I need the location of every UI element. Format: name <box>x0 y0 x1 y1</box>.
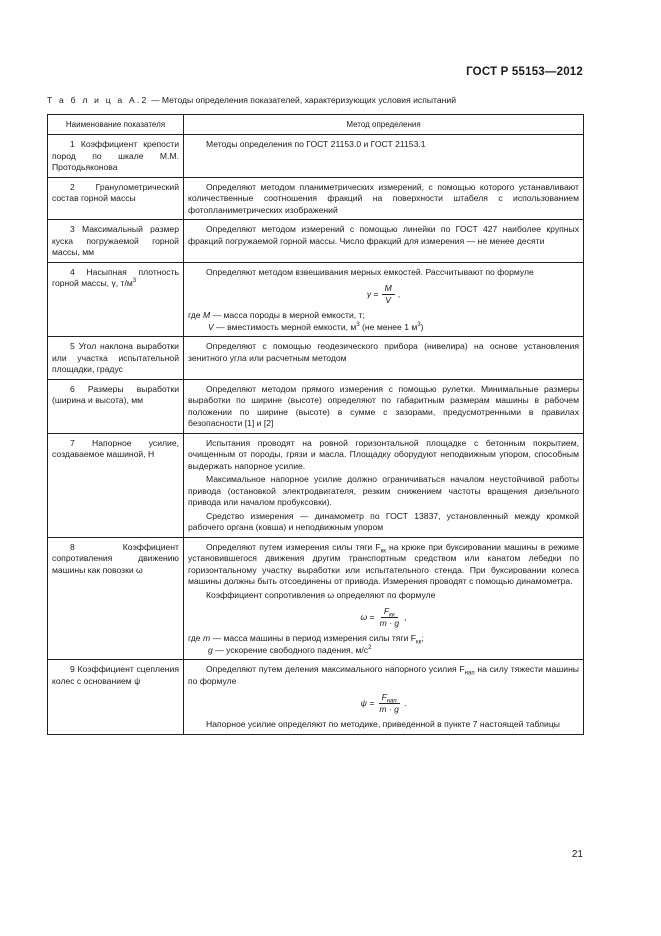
table-caption <box>47 95 456 105</box>
formula-legend: V — вместимость мерной емкости, $м^3$ (не менее 1 $м^3$) <box>208 321 424 332</box>
indicator-name: 2 Гранулометрический состав горной массы <box>48 177 184 220</box>
method-text: Методы определения по ГОСТ 21153.0 и ГОСТ 21153.1 <box>206 139 426 149</box>
method-text: Коэффициент сопротивления ω определяют по формуле <box>206 589 436 600</box>
indicator-name: 6 Размеры выработки (ширина и высота), мм <box>48 379 184 433</box>
method-cell <box>184 379 584 433</box>
method-text: Определяют методом взвешивания мерных емкостей. Рассчитывают по формуле <box>206 266 534 277</box>
method-text: Определяют с помощью геодезического прибора (нивелира) на основе установления зенитного угла или расчетным методом <box>188 341 579 363</box>
table-row <box>48 537 584 660</box>
table-caption-prefix: Т а б л и ц а А.2 <box>47 95 149 105</box>
column-header-method: Метод определения <box>184 115 584 135</box>
indicator-name: 3 Максимальный размер куска погружаемой горной массы, мм <box>48 220 184 263</box>
table-header-row <box>48 115 584 135</box>
adhesion-formula: ψ = $\frac{F_{нап}}{m \cdot g}$ . <box>360 692 407 714</box>
method-text: Испытания проводят на ровной горизонтальной площадке с бетонным покрытием, очищенным от породы, грязи и масла. Площадку оборудуют неподвижным упором, способным выдержать напорное усилие. <box>188 437 579 471</box>
method-text: Средство измерения — динамометр по ГОСТ 13837, установленный между кромкой рабочего органа (ковша) и неподвижным упором <box>188 510 579 532</box>
formula-legend: где M — масса породы в мерной емкости, т; <box>188 310 365 320</box>
page-number: 21 <box>571 849 583 860</box>
table-row <box>48 337 584 380</box>
indicator-name: 1 Коэффициент крепости пород по шкале М.М. Протодьяконова <box>48 135 184 178</box>
indicator-name: 4 Насыпная плотность горной массы, γ, $т/м^3$ <box>48 262 184 337</box>
method-cell <box>184 660 584 735</box>
table-row <box>48 220 584 263</box>
indicator-name: 8 Коэффициент сопротивления движению машины как повозки ω <box>48 537 184 660</box>
method-text: Максимальное напорное усилие должно ограничиваться началом неустойчивой работы привода (остановкой электродвигателя, резким снижением частоты вращения дизельного привода или началом пробуксовки). <box>188 474 579 507</box>
column-header-indicator: Наименование показателя <box>48 115 184 135</box>
method-text: Определяют методом прямого измерения с помощью рулетки. Минимальные размеры выработки по ширине (высоте) определяют по габаритным размерам машины в рабочем положении по ширине (высоте) в сумме с зазорами, предусмотренными в правилах безопасности [1] и [2] <box>188 383 579 428</box>
resistance-formula: ω = $\frac{F_{кк}}{m \cdot g}$ , <box>360 606 407 628</box>
indicator-name: 7 Напорное усилие, создаваемое машиной, Н <box>48 433 184 537</box>
method-cell <box>184 177 584 220</box>
method-text: Определяют путем измерения силы тяги $F_{кк}$ на крюке при буксировании машины в режиме установившегося движения другим транспортным средством или канатом лебедки по горизонтальному участку выработки или испытательного стенда. При буксировании колеса машины должны быть отсоединены от привода. Измерения проводят с помощью динамометра. <box>188 541 579 586</box>
table-row <box>48 660 584 735</box>
method-cell <box>184 537 584 660</box>
formula-legend: где m — масса машины в период измерения силы тяги $F_{кк}$; <box>188 633 424 646</box>
table-row <box>48 379 584 433</box>
method-text: Напорное усилие определяют по методике, приведенной в пункте 7 настоящей таблицы <box>206 719 560 729</box>
table-row <box>48 433 584 537</box>
formula-legend: g — ускорение свободного падения, $м/с^2$ <box>208 644 372 655</box>
method-text: Определяют методом измерений с помощью линейки по ГОСТ 427 наиболее крупных фракций погружаемой горной массы. Число фракций для измерения — не менее десяти <box>188 224 579 246</box>
method-cell <box>184 135 584 178</box>
method-text: Определяют методом планиметрических измерений, с помощью которого устанавливают количественные соотношения фракций на поверхности штабеля с использованием фотопланиметрических изображений <box>188 181 579 215</box>
method-cell <box>184 337 584 380</box>
method-cell <box>184 220 584 263</box>
table-caption-text: — Методы определения показателей, характеризующих условия испытаний <box>148 95 457 105</box>
methods-table <box>47 114 584 735</box>
table-row <box>48 135 584 178</box>
density-formula: γ = $\frac{M}{V}$ , <box>366 283 401 305</box>
indicator-name: 9 Коэффициент сцепления колес с основанием ψ <box>48 660 184 735</box>
method-text: Определяют путем деления максимального напорного усилия $F_{нап}$ на силу тяжести машины по формуле <box>188 664 579 686</box>
document-code: ГОСТ Р 55153—2012 <box>466 66 583 78</box>
indicator-name: 5 Угол наклона выработки или участка испытательной площадки, градус <box>48 337 184 380</box>
method-cell <box>184 433 584 537</box>
method-cell <box>184 262 584 337</box>
table-row <box>48 177 584 220</box>
table-row <box>48 262 584 337</box>
